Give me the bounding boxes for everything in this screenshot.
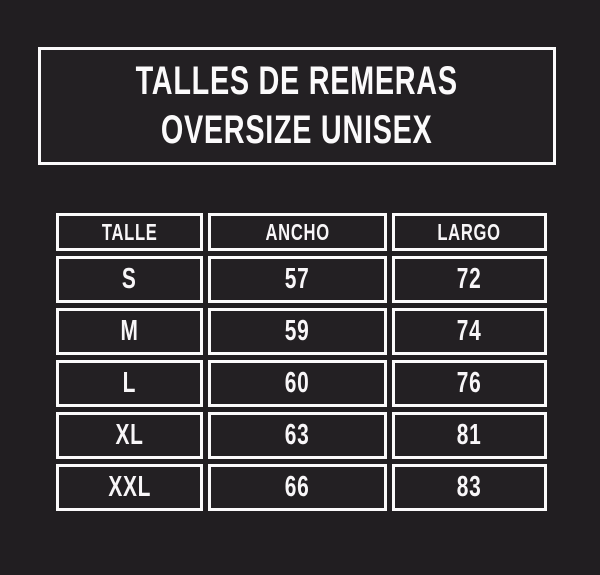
table-cell-largo-s <box>392 256 547 303</box>
table-cell-largo-l <box>392 360 547 407</box>
table-cell-size-m-label: M <box>120 315 139 347</box>
table-cell-ancho-xl-value: 63 <box>285 419 310 451</box>
title-box <box>38 47 556 165</box>
column-header-talle-label: TALLE <box>101 218 158 245</box>
column-header-talle <box>56 213 203 251</box>
table-cell-size-s <box>56 256 203 303</box>
title-line-2 <box>108 106 485 155</box>
table-cell-ancho-xxl <box>208 464 387 511</box>
table-cell-largo-l-value: 76 <box>457 367 482 399</box>
table-cell-ancho-m <box>208 308 387 355</box>
table-cell-ancho-s-value: 57 <box>285 263 310 295</box>
table-cell-size-l-label: L <box>122 367 137 399</box>
table-cell-largo-m-value: 74 <box>457 315 482 347</box>
table-cell-largo-xxl-value: 83 <box>457 471 482 503</box>
table-cell-largo-m <box>392 308 547 355</box>
table-cell-ancho-xl <box>208 412 387 459</box>
title-line-1-text: TALLES DE REMERAS <box>135 59 459 103</box>
column-header-ancho-label: ANCHO <box>265 218 330 245</box>
table-cell-largo-xl <box>392 412 547 459</box>
table-cell-size-l <box>56 360 203 407</box>
table-cell-size-xxl-label: XXL <box>108 471 151 503</box>
column-header-largo <box>392 213 547 251</box>
table-cell-ancho-xxl-value: 66 <box>285 471 310 503</box>
table-cell-largo-xxl <box>392 464 547 511</box>
size-table <box>56 213 547 511</box>
table-cell-ancho-m-value: 59 <box>285 315 310 347</box>
column-header-largo-label: LARGO <box>437 218 502 245</box>
title-line-1 <box>73 57 520 106</box>
table-cell-ancho-l <box>208 360 387 407</box>
title-line-2-text: OVERSIZE UNISEX <box>161 108 433 152</box>
table-cell-ancho-s <box>208 256 387 303</box>
table-cell-ancho-l-value: 60 <box>285 367 310 399</box>
table-cell-largo-s-value: 72 <box>457 263 482 295</box>
table-cell-largo-xl-value: 81 <box>457 419 482 451</box>
table-cell-size-xl-label: XL <box>115 419 144 451</box>
table-cell-size-m <box>56 308 203 355</box>
table-cell-size-xl <box>56 412 203 459</box>
table-cell-size-xxl <box>56 464 203 511</box>
table-cell-size-s-label: S <box>122 263 137 295</box>
column-header-ancho <box>208 213 387 251</box>
